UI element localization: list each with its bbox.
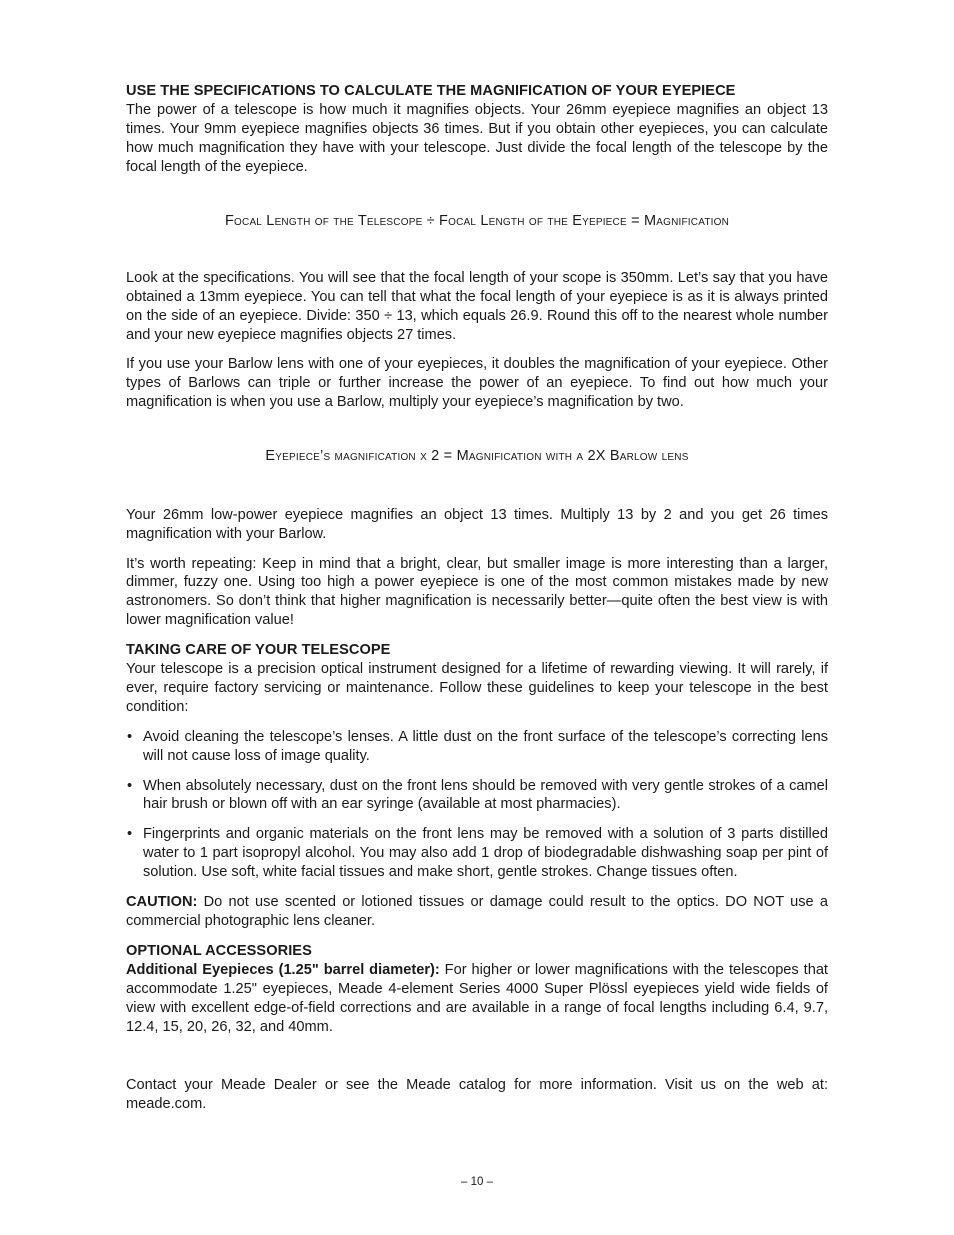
paragraph-specifications-example: Look at the specifications. You will see that the focal length of your scope is 350mm. Let’s say that you have obtained a 13mm eyepiece. You can tell that what the focal length of your eyepiece is as it is always printed on the side of an eyepiece. Divide: 350 ÷ 13, which equals 26.9. Round this off to the nearest whole number and your new eyepiece magnifies objects 27 times. bbox=[126, 270, 828, 344]
paragraph-barlow-example: Your 26mm low-power eyepiece magnifies an object 13 times. Multiply 13 by 2 and you get 26 times magnification with your Barlow. bbox=[126, 506, 828, 542]
paragraph-care-intro: Your telescope is a precision optical instrument designed for a lifetime of rewarding viewing. It will rarely, if ever, require factory servicing or maintenance. Follow these guidelines to keep your telescope in the best condition: bbox=[126, 661, 828, 715]
paragraph-contact: Contact your Meade Dealer or see the Meade catalog for more information. Visit us on the web at: meade.com. bbox=[126, 1077, 828, 1113]
formula-magnification: Focal Length of the Telescope ÷ Focal Length of the Eyepiece = Magnification bbox=[224, 212, 730, 229]
page-content bbox=[126, 82, 828, 1114]
heading-optional-accessories: OPTIONAL ACCESSORIES bbox=[126, 942, 312, 959]
heading-magnification: USE THE SPECIFICATIONS TO CALCULATE THE MAGNIFICATION OF YOUR EYEPIECE bbox=[126, 83, 736, 99]
list-item bbox=[126, 728, 828, 766]
list-item bbox=[126, 825, 828, 882]
page-number: – 10 – bbox=[461, 1176, 493, 1188]
caution-text: Do not use scented or lotioned tissues or damage could result to the optics. DO NOT use a commercial photographic lens cleaner. bbox=[126, 894, 828, 929]
paragraph-power-intro: The power of a telescope is how much it magnifies objects. Your 26mm eyepiece magnifies an object 13 times. Your 9mm eyepiece magnifies objects 36 times. But if you obtain other eyepieces, you can calculate how much magnification they have with your telescope. Just divide the focal length of the telescope by the focal length of the eyepiece. bbox=[126, 101, 828, 175]
paragraph-worth-repeating: It’s worth repeating: Keep in mind that a bright, clear, but smaller image is more interesting than a larger, dimmer, fuzzy one. Using too high a power eyepiece is one of the most common mistakes made by new astronomers. So don’t think that higher magnification is necessarily better—quite often the best view is with lower magnification value! bbox=[126, 555, 828, 629]
list-item bbox=[126, 777, 828, 815]
bullet-icon: • bbox=[127, 728, 133, 745]
bullet-icon: • bbox=[127, 826, 133, 843]
heading-taking-care: TAKING CARE OF YOUR TELESCOPE bbox=[126, 642, 391, 659]
caution-label: CAUTION: bbox=[126, 894, 198, 911]
paragraph-barlow: If you use your Barlow lens with one of your eyepieces, it doubles the magnification of your eyepiece. Other types of Barlows can triple or further increase the power of an eyepiece. To find out how much your magnification is when you use a Barlow, multiply your eyepiece’s magnification by two. bbox=[126, 356, 828, 410]
list-item-text: Avoid cleaning the telescope’s lenses. A little dust on the front surface of the telescope’s correcting lens will not cause loss of image quality. bbox=[143, 728, 828, 764]
list-item-text: Fingerprints and organic materials on the front lens may be removed with a solution of 3 parts distilled water to 1 part isopropyl alcohol. You may also add 1 drop of biodegradable dishwashing soap per pint of solution. Use soft, white facial tissues and make short, gentle strokes. Change tissues often. bbox=[143, 826, 828, 881]
bullet-icon: • bbox=[127, 777, 133, 794]
paragraph-additional-eyepieces bbox=[126, 961, 828, 1037]
formula-barlow: Eyepiece’s magnification x 2 = Magnification with a 2X Barlow lens bbox=[265, 447, 689, 464]
care-guidelines-list bbox=[126, 728, 828, 882]
list-item-text: When absolutely necessary, dust on the front lens should be removed with very gentle strokes of a camel hair brush or blown off with an ear syringe (available at most pharmacies). bbox=[143, 777, 828, 813]
eyepieces-label: Additional Eyepieces (1.25" barrel diameter): bbox=[126, 961, 440, 978]
eyepieces-text: For higher or lower magnifications with the telescopes that accommodate 1.25" eyepieces, Meade 4-element Series 4000 Super Plössl eyepieces yield wide fields of view with excellent edge-of-field corrections and are available in a range of focal lengths including 6.4, 9.7, 12.4, 15, 20, 26, 32, and 40mm. bbox=[126, 961, 828, 1035]
paragraph-caution bbox=[126, 893, 828, 931]
